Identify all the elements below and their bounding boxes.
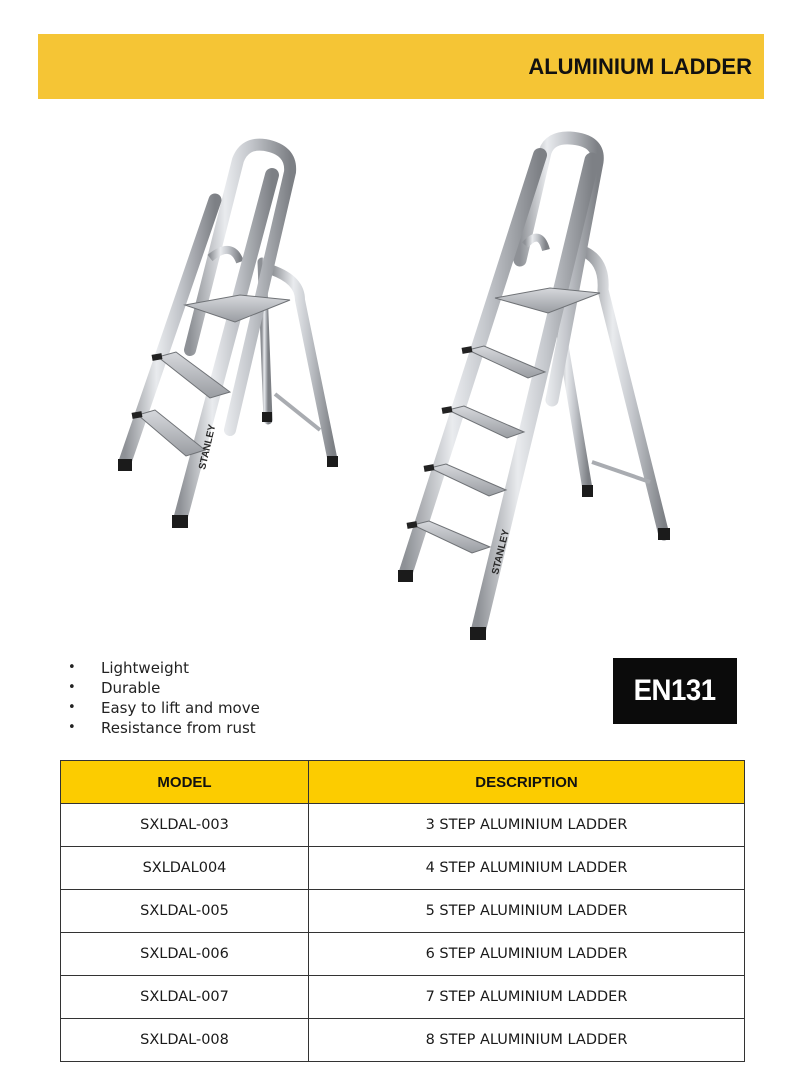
- header-band: [38, 34, 764, 99]
- description-cell: 6 STEP ALUMINIUM LADDER: [309, 933, 745, 976]
- model-cell: SXLDAL004: [61, 847, 309, 890]
- model-table: [60, 760, 745, 1062]
- ladder-large: [398, 138, 670, 640]
- en131-badge: [613, 658, 737, 724]
- description-cell: 7 STEP ALUMINIUM LADDER: [309, 976, 745, 1019]
- list-item: • Durable: [68, 679, 161, 697]
- model-cell: SXLDAL-008: [61, 1019, 309, 1062]
- column-header-description: DESCRIPTION: [309, 761, 745, 804]
- list-item: • Lightweight: [68, 659, 190, 677]
- table-header-row: [61, 761, 745, 804]
- badge-text: EN131: [633, 674, 717, 707]
- model-cell: SXLDAL-007: [61, 976, 309, 1019]
- bullet-icon: •: [68, 700, 76, 715]
- list-item: • Easy to lift and move: [68, 699, 260, 717]
- ladder-brand-label: STANLEY: [197, 423, 219, 471]
- table-row: [61, 1019, 745, 1062]
- table-row: [61, 847, 745, 890]
- table-row: [61, 804, 745, 847]
- model-cell: SXLDAL-003: [61, 804, 309, 847]
- column-header-model: MODEL: [61, 761, 309, 804]
- description-cell: 8 STEP ALUMINIUM LADDER: [309, 1019, 745, 1062]
- bullet-icon: •: [68, 660, 76, 675]
- page-title: ALUMINIUM LADDER: [528, 54, 752, 79]
- model-cell: SXLDAL-006: [61, 933, 309, 976]
- table-row: [61, 976, 745, 1019]
- description-cell: 3 STEP ALUMINIUM LADDER: [309, 804, 745, 847]
- bullet-icon: •: [68, 720, 76, 735]
- table-row: [61, 933, 745, 976]
- description-cell: 5 STEP ALUMINIUM LADDER: [309, 890, 745, 933]
- table-row: [61, 890, 745, 933]
- bullet-icon: •: [68, 680, 76, 695]
- model-cell: SXLDAL-005: [61, 890, 309, 933]
- ladder-small: [118, 145, 338, 528]
- list-item: • Resistance from rust: [68, 719, 256, 737]
- description-cell: 4 STEP ALUMINIUM LADDER: [309, 847, 745, 890]
- ladder-brand-label: STANLEY: [490, 528, 513, 576]
- feature-list: [68, 658, 260, 738]
- ladder-product-image: [0, 120, 800, 650]
